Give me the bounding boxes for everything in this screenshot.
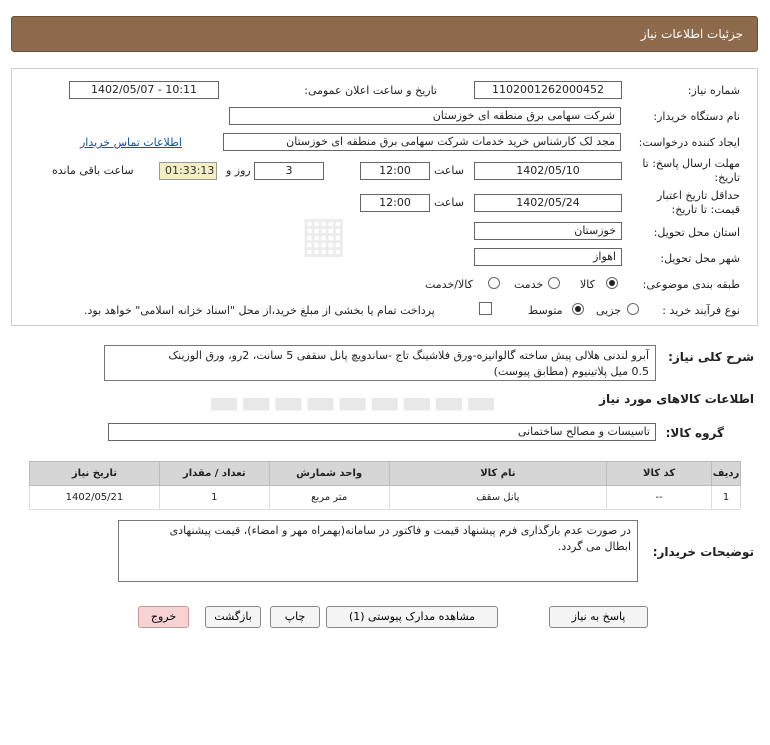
watermark-logo: ▦ [300, 205, 348, 263]
col-row: ردیف [712, 462, 741, 486]
days-label: روز و [226, 164, 251, 177]
treasury-checkbox[interactable] [479, 302, 492, 315]
validity-label-1: حداقل تاریخ اعتبار [656, 189, 740, 202]
remaining-timer: 01:33:13 [159, 162, 217, 180]
buyer-notes-box [118, 520, 638, 582]
table-header-row [30, 462, 741, 486]
process-option-minor: جزیی [596, 304, 622, 317]
cell-date: 1402/05/21 [30, 486, 160, 510]
back-button[interactable]: بازگشت [205, 606, 261, 628]
category-option-service: خدمت [514, 278, 544, 291]
page-header [11, 16, 758, 52]
province-field: خوزستان [474, 222, 622, 240]
cell-code: -- [607, 486, 712, 510]
process-label: نوع فرآیند خرید : [662, 304, 740, 317]
buyer-contact-link[interactable]: اطلاعات تماس خریدار [80, 136, 182, 149]
announce-field: 1402/05/07 - 10:11 [69, 81, 219, 99]
col-unit: واحد شمارش [269, 462, 389, 486]
cell-row: 1 [712, 486, 741, 510]
category-radio-both[interactable] [488, 277, 500, 289]
description-box [104, 345, 656, 381]
buyer-field: شرکت سهامی برق منطقه ای خوزستان [229, 107, 621, 125]
validity-label-2: قیمت: تا تاریخ: [671, 203, 740, 216]
category-option-both: کالا/خدمت [425, 278, 473, 291]
goods-section-title: اطلاعات کالاهای مورد نیاز [599, 392, 754, 406]
cell-qty: 1 [159, 486, 269, 510]
description-label: شرح کلی نیاز: [668, 350, 754, 364]
items-table [29, 461, 741, 510]
description-line-2: 0.5 میل پلاتینیوم (مطابق پیوست) [493, 365, 649, 378]
reply-button[interactable]: پاسخ به نیاز [549, 606, 648, 628]
attachments-button[interactable]: مشاهده مدارک پیوستی (1) [326, 606, 498, 628]
buyer-notes-label: توضیحات خریدار: [652, 545, 754, 559]
city-field: اهواز [474, 248, 622, 266]
col-qty: تعداد / مقدار [159, 462, 269, 486]
category-radio-goods[interactable] [606, 277, 618, 289]
col-name: نام کالا [389, 462, 607, 486]
validity-time-label: ساعت [434, 196, 464, 209]
deadline-label-2: تاریخ: [714, 171, 740, 184]
deadline-date-field: 1402/05/10 [474, 162, 622, 180]
col-code: کد کالا [607, 462, 712, 486]
goods-group-label: گروه کالا: [665, 426, 724, 440]
remaining-label: ساعت باقی مانده [52, 164, 134, 177]
validity-date-field: 1402/05/24 [474, 194, 622, 212]
deadline-time-field: 12:00 [360, 162, 430, 180]
col-date: تاریخ نیاز [30, 462, 160, 486]
process-radio-minor[interactable] [627, 303, 639, 315]
payment-note: پرداخت تمام یا بخشی از مبلغ خرید،از محل "اسناد خزانه اسلامی" خواهد بود. [84, 304, 435, 317]
print-button[interactable]: چاپ [270, 606, 320, 628]
exit-button[interactable]: خروج [138, 606, 189, 628]
validity-time-field: 12:00 [360, 194, 430, 212]
need-number-label: شماره نیاز: [687, 84, 740, 97]
cell-name: پانل سقف [389, 486, 607, 510]
description-line-1: آبرو لندنی هلالی پیش ساخته گالوانیزه-ورق فلاشینگ تاج -ساندویچ پانل سقفی 5 سانت، 2رو، ورق الوزینک [168, 349, 649, 362]
watermark-brand: ▬▬▬▬▬▬▬▬▬ [208, 382, 498, 422]
need-number-field: 1102001262000452 [474, 81, 622, 99]
deadline-time-label: ساعت [434, 164, 464, 177]
process-option-medium: متوسط [528, 304, 563, 317]
cell-unit: متر مربع [269, 486, 389, 510]
category-radio-service[interactable] [548, 277, 560, 289]
buyer-label: نام دستگاه خریدار: [653, 110, 740, 123]
days-field: 3 [254, 162, 324, 180]
announce-label: تاریخ و ساعت اعلان عمومی: [304, 84, 437, 97]
buyer-notes-line-2: ابطال می گردد. [557, 540, 631, 553]
province-label: استان محل تحویل: [653, 226, 740, 239]
creator-label: ایجاد کننده درخواست: [638, 136, 740, 149]
deadline-label-1: مهلت ارسال پاسخ: تا [642, 157, 740, 170]
process-radio-medium[interactable] [572, 303, 584, 315]
buyer-notes-line-1: در صورت عدم بارگذاری فرم پیشنهاد قیمت و فاکتور در سامانه(بهمراه مهر و امضاء)، قیمت پیشنهادی [169, 524, 631, 537]
creator-field: مجد لک کارشناس خرید خدمات شرکت سهامی برق منطقه ای خوزستان [223, 133, 621, 151]
category-option-goods: کالا [580, 278, 595, 291]
goods-group-field: تاسیسات و مصالح ساختمانی [108, 423, 656, 441]
table-row [30, 486, 741, 510]
city-label: شهر محل تحویل: [660, 252, 740, 265]
category-label: طبقه بندی موضوعی: [642, 278, 740, 291]
page-title: جزئیات اطلاعات نیاز [640, 27, 743, 41]
